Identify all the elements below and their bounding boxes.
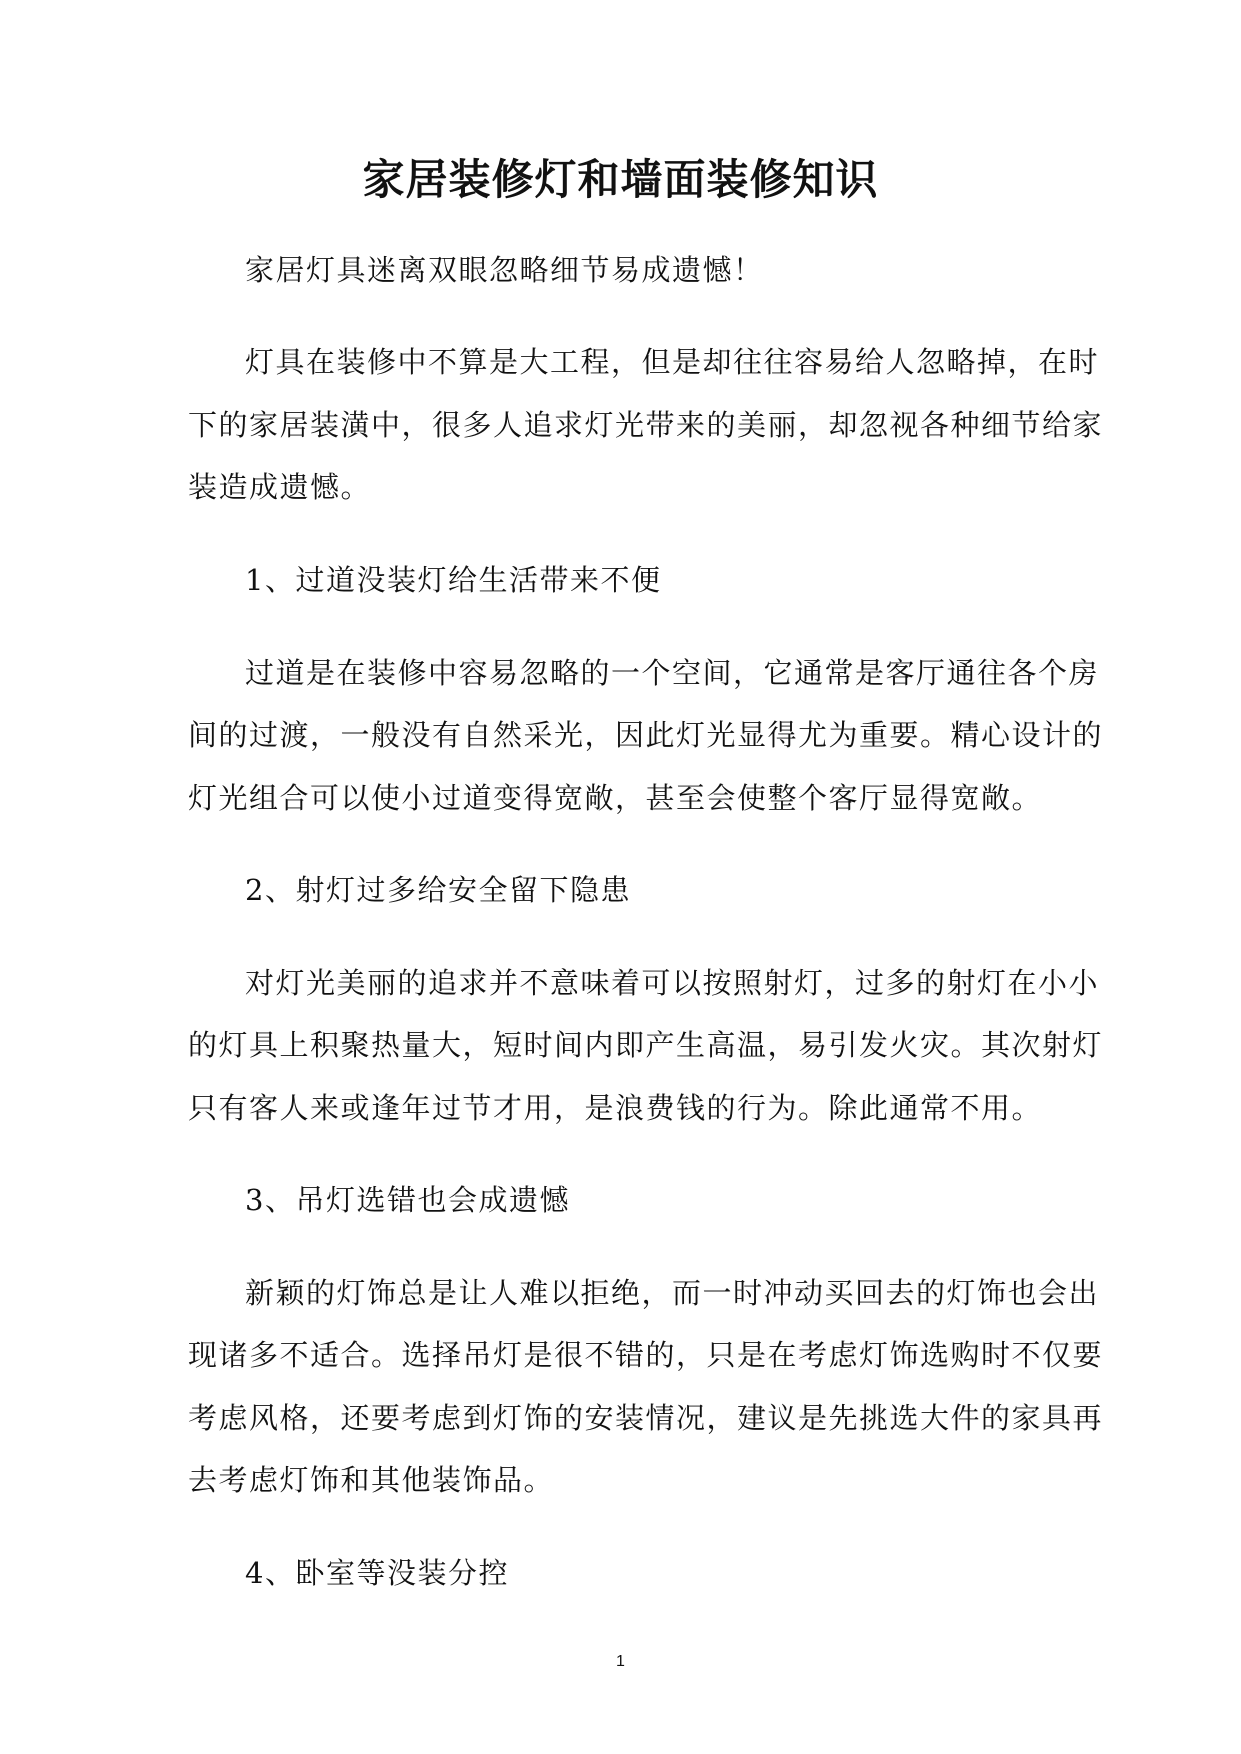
text-line: 现诸多不适合。选择吊灯是很不错的，只是在考虑灯饰选购时不仅要 — [188, 1338, 1104, 1372]
text-line: 去考虑灯饰和其他装饰品。 — [188, 1463, 555, 1497]
text-line: 对灯光美丽的追求并不意味着可以按照射灯，过多的射灯在小小 — [245, 966, 1100, 1000]
text-line: 考虑风格，还要考虑到灯饰的安装情况，建议是先挑选大件的家具再 — [188, 1401, 1104, 1435]
text-line: 过道是在装修中容易忽略的一个空间，它通常是客厅通往各个房 — [245, 656, 1100, 690]
section-heading: 2、射灯过多给安全留下隐患 — [245, 873, 631, 907]
text-line: 的灯具上积聚热量大，短时间内即产生高温，易引发火灾。其次射灯 — [188, 1028, 1104, 1062]
section-heading: 3、吊灯选错也会成遗憾 — [245, 1183, 570, 1217]
text-line: 灯光组合可以使小过道变得宽敞，甚至会使整个客厅显得宽敞。 — [188, 781, 1043, 815]
text-line: 新颖的灯饰总是让人难以拒绝，而一时冲动买回去的灯饰也会出 — [245, 1276, 1100, 1310]
document-title: 家居装修灯和墙面装修知识 — [362, 155, 879, 204]
section-heading: 4、卧室等没装分控 — [245, 1556, 509, 1590]
text-line: 装造成遗憾。 — [188, 470, 372, 504]
text-line: 下的家居装潢中，很多人追求灯光带来的美丽，却忽视各种细节给家 — [188, 408, 1104, 442]
section-heading: 1、过道没装灯给生活带来不便 — [245, 563, 662, 597]
text-line: 灯具在装修中不算是大工程，但是却往往容易给人忽略掉，在时 — [245, 345, 1100, 379]
text-line: 只有客人来或逢年过节才用，是浪费钱的行为。除此通常不用。 — [188, 1091, 1043, 1125]
text-line: 家居灯具迷离双眼忽略细节易成遗憾！ — [245, 253, 764, 287]
text-line: 间的过渡，一般没有自然采光，因此灯光显得尤为重要。精心设计的 — [188, 718, 1104, 752]
page-number: 1 — [616, 1653, 625, 1670]
